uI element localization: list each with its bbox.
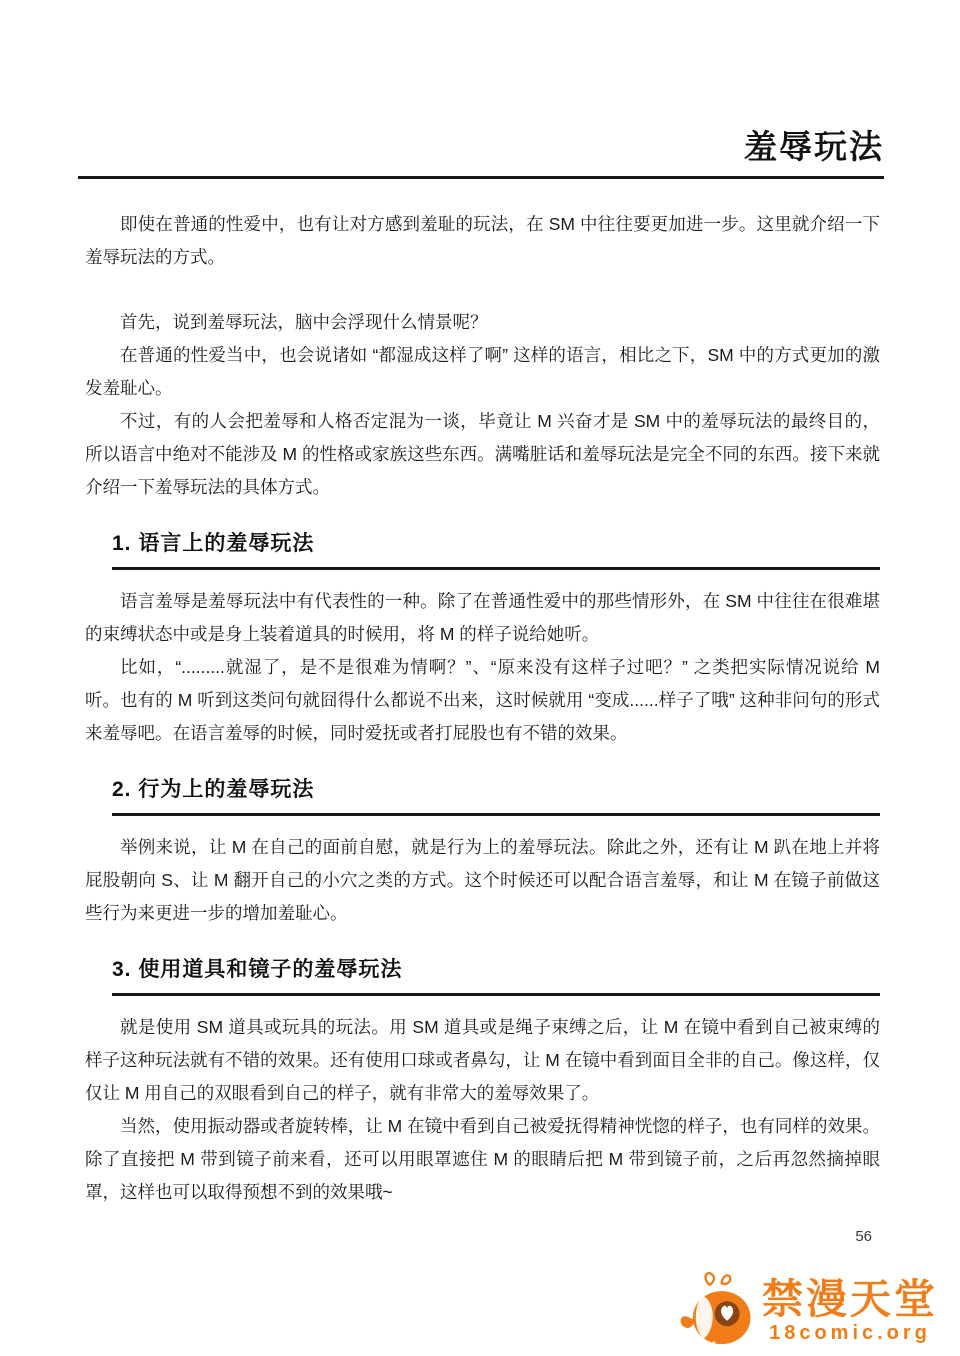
brand-url: 18comic.org xyxy=(769,1321,931,1344)
brand-text xyxy=(762,1275,938,1344)
section-heading-1: 1. 语言上的羞辱玩法 xyxy=(112,527,880,570)
paragraph: 举例来说，让 M 在自己的面前自慰，就是行为上的羞辱玩法。除此之外，还有让 M 趴在地上并将屁股朝向 S、让 M 翻开自己的小穴之类的方式。这个时候还可以配合语言羞辱，和让 M 在镜子前做这些行为来更进一步的增加羞耻心。 xyxy=(85,837,880,924)
page-header xyxy=(0,0,960,179)
brand-name: 禁漫天堂 xyxy=(762,1275,938,1322)
paragraph: 不过，有的人会把羞辱和人格否定混为一谈，毕竟让 M 兴奋才是 SM 中的羞辱玩法的最终目的，所以语言中绝对不能涉及 M 的性格或家族这些东西。满嘴脏话和羞辱玩法是完全不同的东西。接下来就介绍一下羞辱玩法的具体方式。 xyxy=(85,411,880,498)
section-heading-2: 2. 行为上的羞辱玩法 xyxy=(112,773,880,816)
paragraph: 首先，说到羞辱玩法，脑中会浮现什么情景呢？ xyxy=(120,312,488,333)
section-heading-3: 3. 使用道具和镜子的羞辱玩法 xyxy=(112,953,880,996)
paragraph: 即使在普通的性爱中，也有让对方感到羞耻的玩法，在 SM 中往往要更加进一步。这里就介绍一下羞辱玩法的方式。 xyxy=(85,214,880,268)
page-number: 56 xyxy=(855,1228,872,1245)
paragraph: 在普通的性爱当中，也会说诸如 “都湿成这样了啊” 这样的语言，相比之下，SM 中的方式更加的激发羞耻心。 xyxy=(85,345,880,399)
paragraph: 就是使用 SM 道具或玩具的玩法。用 SM 道具或是绳子束缚之后，让 M 在镜中看到自己被束缚的样子这种玩法就有不错的效果。还有使用口球或者鼻勾，让 M 在镜中看到面目全非的自己。像这样，仅仅让 M 用自己的双眼看到自己的样子，就有非常大的羞辱效果了。 xyxy=(85,1017,880,1104)
site-watermark xyxy=(678,1270,938,1352)
whale-mascot-icon xyxy=(678,1270,756,1352)
page-title: 羞辱玩法 xyxy=(744,128,884,165)
paragraph: 语言羞辱是羞辱玩法中有代表性的一种。除了在普通性爱中的那些情形外，在 SM 中往往在很难堪的束缚状态中或是身上装着道具的时候用，将 M 的样子说给她听。 xyxy=(85,591,880,645)
paragraph: 比如，“.........就湿了，是不是很难为情啊？”、“原来没有这样子过吧？” 之类把实际情况说给 M 听。也有的 M 听到这类问句就囧得什么都说不出来，这时候就用 “变成......样子了哦” 这种非问句的形式来羞辱吧。在语言羞辱的时候，同时爱抚或者打屁股也有不错的效果。 xyxy=(85,657,880,744)
document-body xyxy=(0,179,960,1209)
paragraph: 当然，使用振动器或者旋转棒，让 M 在镜中看到自己被爱抚得精神恍惚的样子，也有同样的效果。除了直接把 M 带到镜子前来看，还可以用眼罩遮住 M 的眼睛后把 M 带到镜子前，之后再忽然摘掉眼罩，这样也可以取得预想不到的效果哦~ xyxy=(85,1116,880,1203)
